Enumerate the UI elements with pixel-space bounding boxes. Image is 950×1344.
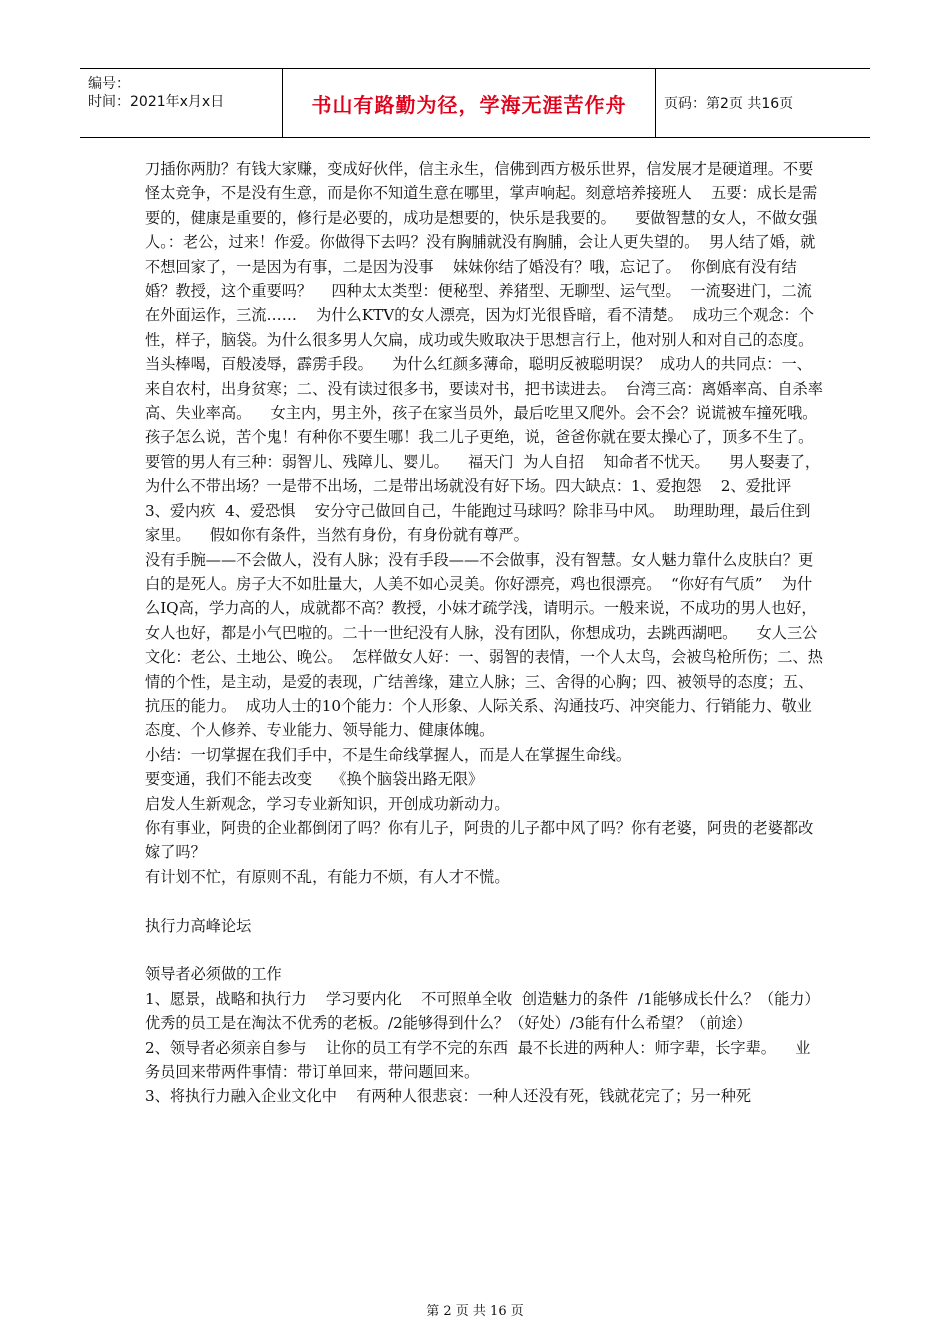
page-footer: 第 2 页 共 16 页: [426, 1304, 524, 1319]
document-date: 时间：2021年x月x日: [88, 94, 225, 110]
list-item: 1、愿景，战略和执行力 学习要内化 不可照单全收 创造魅力的条件 /1能够成长什么？（能力）优秀的员工是在淘汰不优秀的老板。/2能够得到什么？（好处）/3能有什么希望？（前途）: [145, 989, 820, 1033]
body-paragraph: 要变通，我们不能去改变 《换个脑袋出路无限》: [145, 770, 484, 789]
header-page-info: 页码：第2页 共16页: [664, 96, 794, 112]
body-paragraph: 有计划不忙，有原则不乱，有能力不烦，有人才不慌。: [145, 867, 510, 886]
body-paragraph: 刀插你两肋？有钱大家赚，变成好伙伴，信主永生，信佛到西方极乐世界，信发展才是硬道理。不要怪太竞争，不是没有生意，而是你不知道生意在哪里，掌声响起。刻意培养接班人 五要：成长是需要的，健康是重要的，修行是必要的，成功是想要的，快乐是我要的。 要做智慧的女人，不做女强人。：老公，过来！作爱。你做得下去吗？没有胸脯就没有胸脯，会让人更失望的。 男人结了婚，就不想回家了，一是因为有事，二是因为没事 妹妹你结了婚没有？哦，忘记了。 你倒底有没有结婚？教授，这个重要吗？ 四种太太类型：便秘型、养猪型、无聊型、运气型。 一流娶进门，二流在外面运作，三流…… 为什么KTV的女人漂亮，因为灯光很昏暗，看不清楚。 成功三个观念：个性，样子，脑袋。为什么很多男人欠扁，成功或失败取决于思想言行上，他对别人和对自己的态度。 当头棒喝，百般凌辱，霹雳手段。 为什么红颜多薄命，聪明反被聪明误？ 成功人的共同点：一、来自农村，出身贫寒；二、没有读过很多书，要读对书，把书读进去。 台湾三高：离婚率高、自杀率高、失业率高。 女主内，男主外，孩子在家当员外，最后吃里又爬外。会不会？说谎被车撞死哦。 孩子怎么说，苦个鬼！有种你不要生哪！我二儿子更绝，说，爸爸你就在要太操心了，顶多不生了。 要管的男人有三种：弱智儿、残障儿、婴儿。 福天门 为人自招 知命者不忧天。 男人娶妻了，为什么不带出场？一是带不出场，二是带出场就没有好下场。四大缺点：1、爱抱怨 2、爱批评 3、爱内疚 4、爱恐惧 安分守己做回自己，牛能跑过马球吗？除非马中风。 助理助理，最后住到家里。 假如你有条件，当然有身份，有身份就有尊严。: [145, 160, 837, 545]
header-meta-cell: [80, 69, 283, 137]
body-paragraph: 你有事业，阿贵的企业都倒闭了吗？你有儿子，阿贵的儿子都中风了吗？你有老婆，阿贵的老婆都改嫁了吗？: [145, 818, 814, 862]
header-page-cell: [656, 69, 870, 137]
document-body: [145, 157, 837, 1109]
list-item: 3、将执行力融入企业文化中 有两种人很悲哀：一种人还没有死，钱就花完了；另一种死: [145, 1087, 752, 1106]
header-motto-cell: [283, 69, 656, 137]
section-heading: 执行力高峰论坛: [145, 916, 252, 935]
body-paragraph: 小结：一切掌握在我们手中，不是生命线掌握人，而是人在掌握生命线。: [145, 745, 631, 764]
body-paragraph: 没有手腕——不会做人，没有人脉；没有手段——不会做事，没有智慧。女人魅力靠什么皮肤白？更白的是死人。房子大不如肚量大，人美不如心灵美。你好漂亮，鸡也很漂亮。 “你好有气质” 为什么IQ高，学力高的人，成就都不高？教授，小妹才疏学浅，请明示。一般来说，不成功的男人也好，女人也好，都是小气巴啦的。二十一世纪没有人脉，没有团队，你想成功，去跳西湖吧。 女人三公文化：老公、土地公、晚公。 怎样做女人好：一、弱智的表情，一个人太鸟，会被鸟枪所伤；二、热情的个性，是主动，是爱的表现，广结善缘，建立人脉；三、舍得的心胸；四、被领导的态度；五、抗压的能力。 成功人士的10个能力：个人形象、人际关系、沟通技巧、冲突能力、行销能力、敬业态度、个人修养、专业能力、领导能力、健康体魄。: [145, 550, 823, 740]
header-motto: 书山有路勤为径，学海无涯苦作舟: [311, 92, 627, 117]
body-paragraph: 启发人生新观念，学习专业新知识，开创成功新动力。: [145, 794, 510, 813]
blank-line: [145, 938, 825, 962]
page-header: [80, 68, 870, 138]
list-item: 2、领导者必须亲自参与 让你的员工有学不完的东西 最不长进的两种人：师字辈，长字辈。 业务员回来带两件事情：带订单回来，带问题回来。: [145, 1038, 811, 1081]
blank-line: [145, 889, 825, 913]
subsection-heading: 领导者必须做的工作: [145, 965, 282, 984]
document-number-label: 编号：: [88, 76, 130, 92]
